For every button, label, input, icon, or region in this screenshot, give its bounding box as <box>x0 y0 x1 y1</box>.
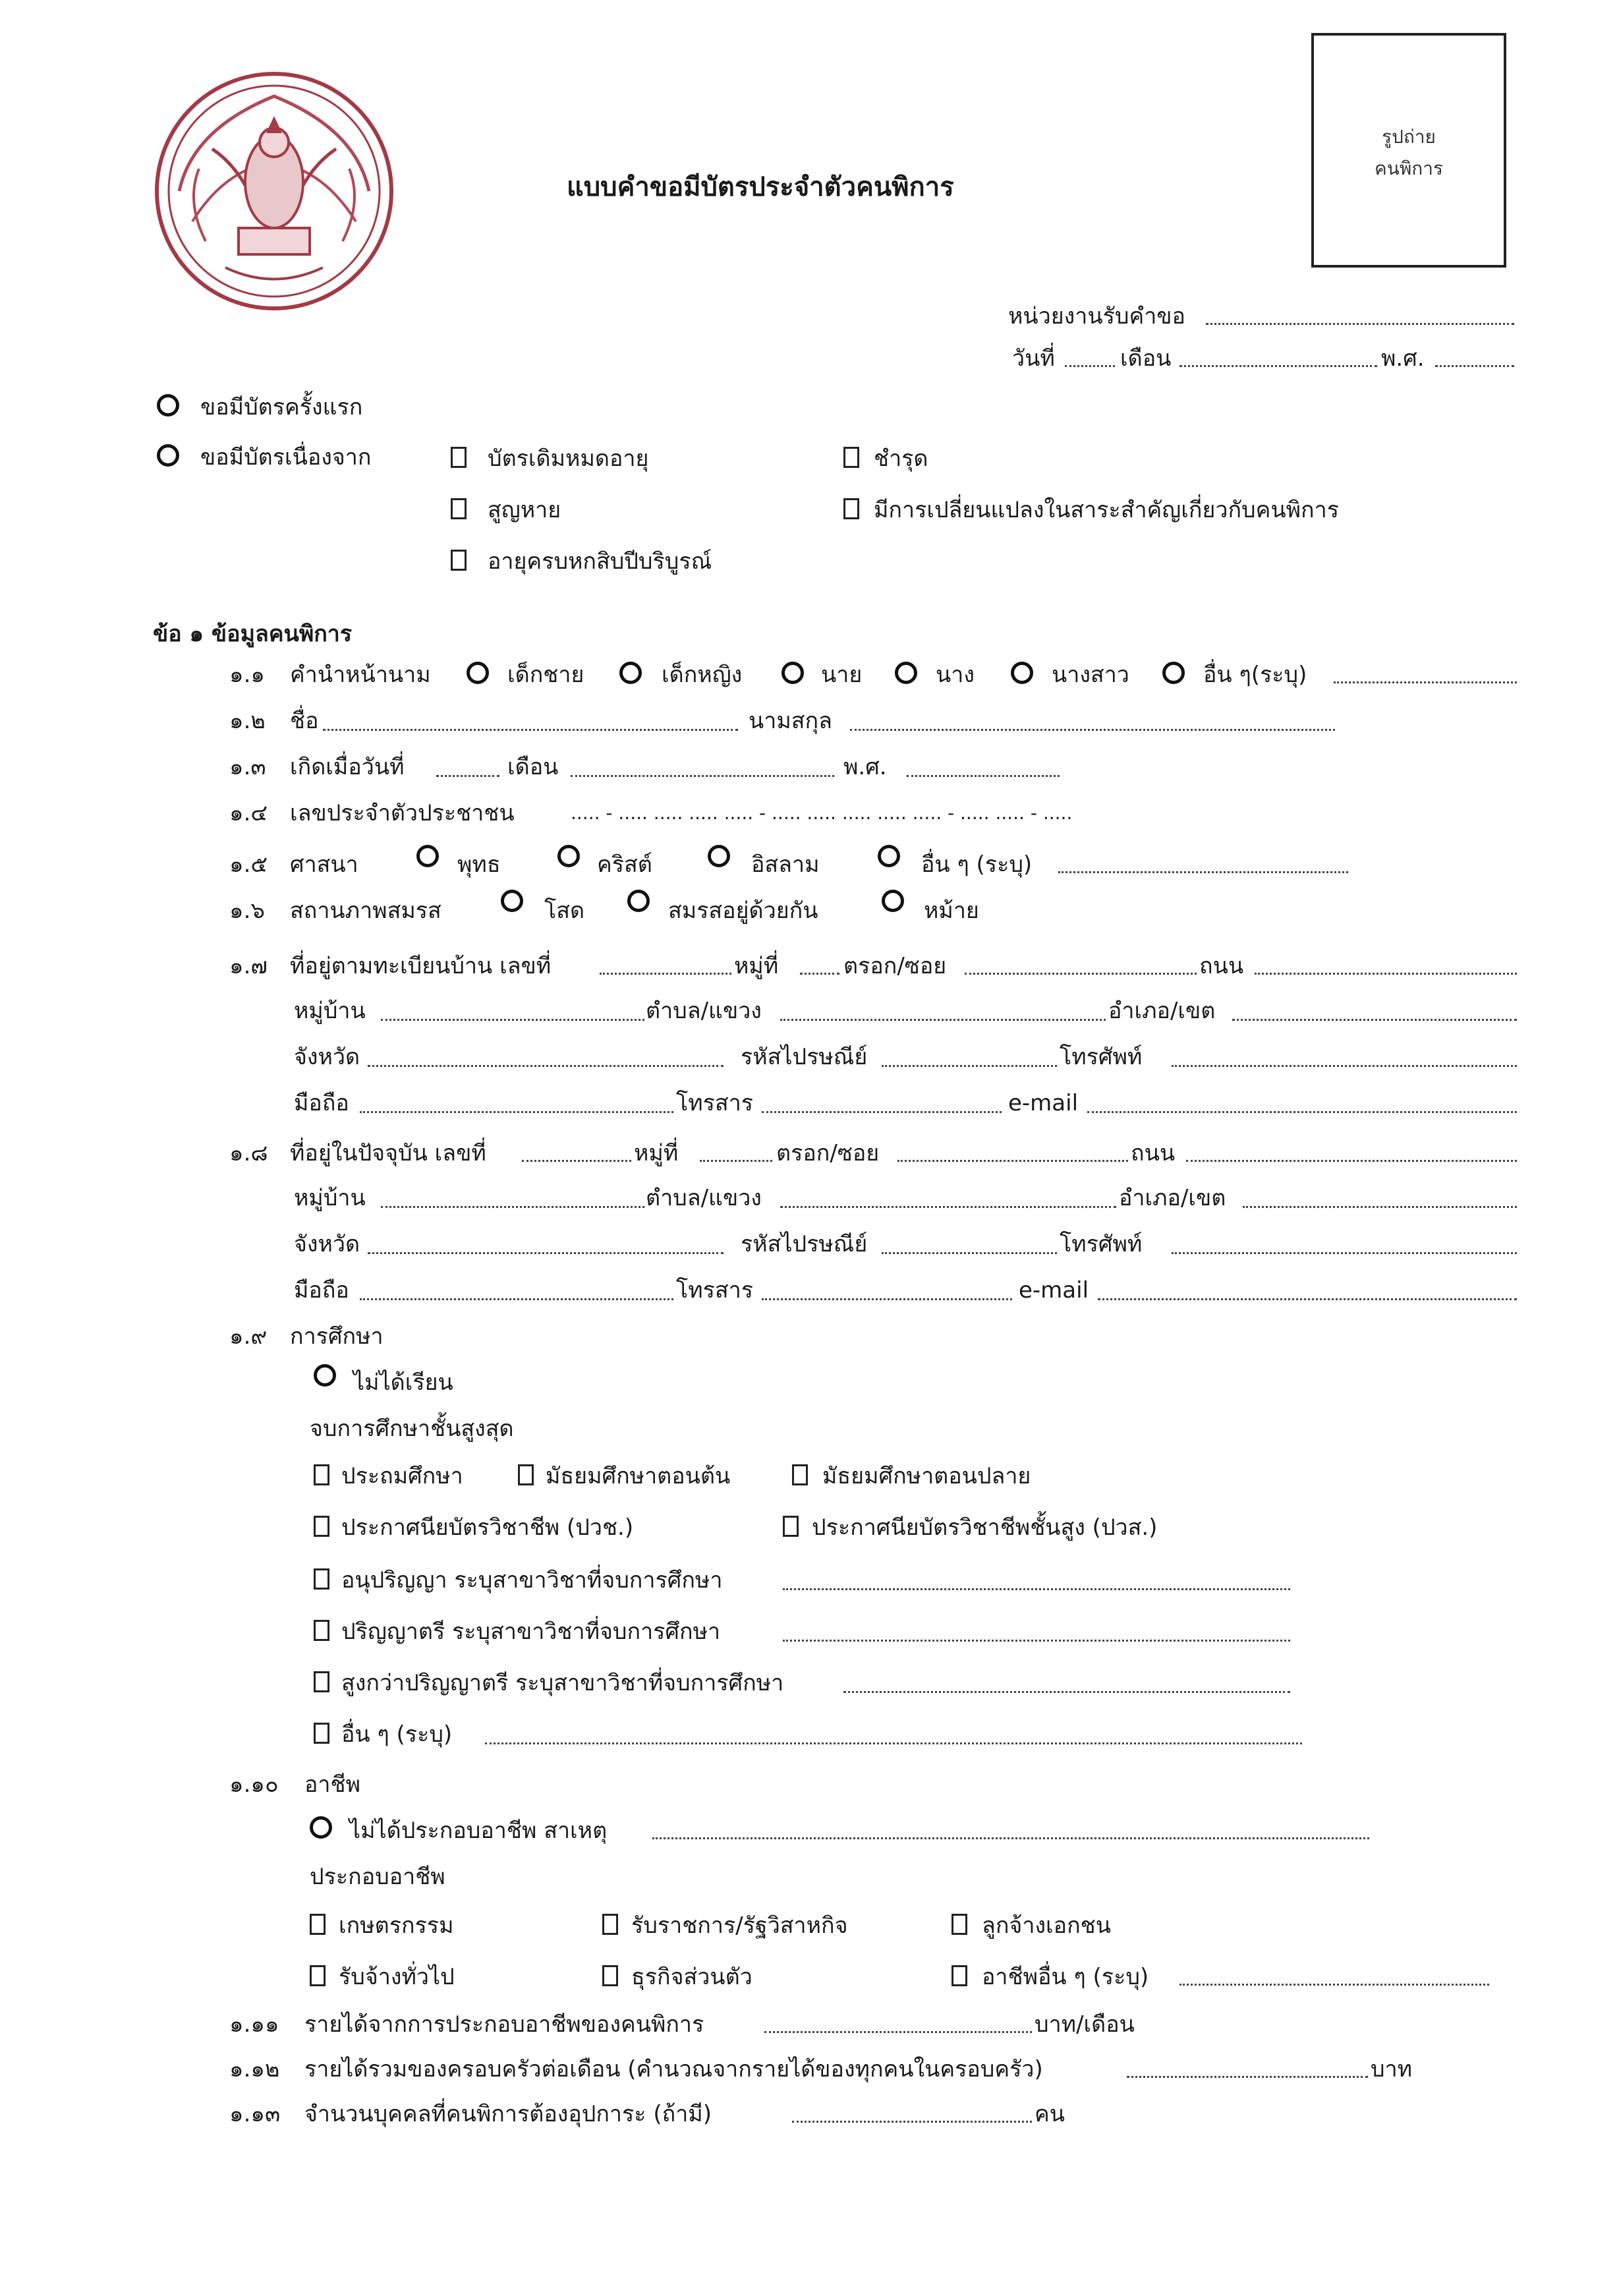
cur-postcode-field[interactable] <box>882 1252 1057 1254</box>
reg-soi-label: ตรอก/ซอย <box>843 953 947 979</box>
reg-moo-field[interactable] <box>800 973 839 975</box>
birth-month-label: เดือน <box>507 754 559 780</box>
prefix-mrs-label: นาง <box>936 662 975 688</box>
cur-email-field[interactable] <box>1098 1298 1517 1300</box>
occ-none-radio[interactable] <box>310 1816 332 1839</box>
edu-high-voc-cert-checkbox[interactable] <box>783 1516 799 1537</box>
reg-phone-field[interactable] <box>1172 1065 1517 1067</box>
religion-christian-radio[interactable] <box>557 845 580 867</box>
first-name-label: ชื่อ <box>290 708 319 734</box>
cur-subdistrict-field[interactable] <box>780 1206 1116 1208</box>
last-name-label: นามสกุล <box>749 708 832 734</box>
edu-none-radio[interactable] <box>314 1364 336 1387</box>
cur-road-label: ถนน <box>1131 1140 1176 1166</box>
renew-card-label: ขอมีบัตรเนื่องจาก <box>200 444 372 471</box>
cur-house-no-field[interactable] <box>522 1160 631 1162</box>
office-month-field[interactable] <box>1179 365 1377 367</box>
prefix-mr-radio[interactable] <box>781 662 804 684</box>
cur-province-label: จังหวัด <box>294 1231 360 1257</box>
edu-bachelor-checkbox[interactable] <box>314 1620 329 1641</box>
religion-other-field[interactable] <box>1058 871 1348 873</box>
item-1-6-number: ๑.๖ <box>229 898 265 924</box>
item-1-12-number: ๑.๑๒ <box>229 2056 280 2082</box>
income-field[interactable] <box>764 2031 1032 2033</box>
edu-bachelor-label: ปริญญาตรี ระบุสาขาวิชาที่จบการศึกษา <box>341 1619 721 1645</box>
reg-postcode-label: รหัสไปรษณีย์ <box>741 1044 868 1070</box>
marital-widowed-label: หม้าย <box>924 898 979 924</box>
reg-district-field[interactable] <box>1232 1019 1517 1021</box>
edu-upper-secondary-checkbox[interactable] <box>792 1464 808 1485</box>
occ-government-checkbox[interactable] <box>602 1914 618 1935</box>
office-day-field[interactable] <box>1065 365 1115 367</box>
reason-changed-label: มีการเปลี่ยนแปลงในสาระสำคัญเกี่ยวกับคนพิการ <box>874 497 1339 523</box>
reg-subdistrict-field[interactable] <box>780 1019 1106 1021</box>
prefix-other-radio[interactable] <box>1162 662 1185 684</box>
cur-phone-label: โทรศัพท์ <box>1060 1231 1143 1257</box>
item-1-13-number: ๑.๑๓ <box>229 2101 281 2127</box>
occ-government-label: รับราชการ/รัฐวิสาหกิจ <box>631 1912 848 1939</box>
prefix-mr-label: นาย <box>821 662 863 688</box>
birth-day-field[interactable] <box>436 775 499 777</box>
occ-other-checkbox[interactable] <box>952 1965 967 1986</box>
occ-general-labor-checkbox[interactable] <box>310 1965 326 1986</box>
edu-postgrad-checkbox[interactable] <box>314 1671 329 1692</box>
item-1-11-number: ๑.๑๑ <box>229 2011 279 2038</box>
first-card-label: ขอมีบัตรครั้งแรก <box>200 394 363 420</box>
dependents-unit: คน <box>1035 2101 1065 2127</box>
office-day-label: วันที่ <box>1012 345 1055 372</box>
item-1-10-number: ๑.๑๐ <box>229 1771 279 1798</box>
edu-bachelor-field[interactable] <box>783 1640 1290 1642</box>
reg-soi-field[interactable] <box>965 973 1197 975</box>
occ-own-business-checkbox[interactable] <box>602 1965 618 1986</box>
section1-heading: ข้อ ๑ ข้อมูลคนพิการ <box>153 621 353 647</box>
renew-card-radio[interactable] <box>157 444 179 467</box>
cur-email-label: e-mail <box>1019 1277 1089 1304</box>
reg-email-field[interactable] <box>1087 1111 1517 1113</box>
reg-road-label: ถนน <box>1199 953 1244 979</box>
edu-postgrad-field[interactable] <box>843 1691 1290 1693</box>
religion-other-radio[interactable] <box>878 845 900 867</box>
family-income-field[interactable] <box>1127 2076 1368 2078</box>
reg-mobile-label: มือถือ <box>294 1090 349 1116</box>
cur-soi-field[interactable] <box>897 1160 1128 1162</box>
item-1-4-number: ๑.๔ <box>229 800 268 826</box>
edu-other-checkbox[interactable] <box>314 1723 329 1744</box>
religion-islam-label: อิสลาม <box>751 851 820 878</box>
dependents-field[interactable] <box>792 2121 1032 2123</box>
form-title: แบบคำขอมีบัตรประจำตัวคนพิการ <box>567 172 954 202</box>
prefix-other-field[interactable] <box>1334 681 1517 683</box>
reason-lost-label: สูญหาย <box>488 497 561 523</box>
id-number-field[interactable]: ..... - ..... ..... ..... ..... - ..... ..... ..... ..... ..... - ..... ..... - ..... <box>571 802 1073 824</box>
birth-year-label: พ.ศ. <box>843 754 887 780</box>
reason-lost-checkbox[interactable] <box>451 498 467 519</box>
income-unit: บาท/เดือน <box>1035 2011 1135 2038</box>
cur-moo-label: หมู่ที่ <box>634 1140 679 1166</box>
family-income-label: รายได้รวมของครอบครัวต่อเดือน (คำนวณจากรายได้ของทุกคนในครอบครัว) <box>304 2056 1043 2082</box>
religion-christian-label: คริสต์ <box>597 851 652 878</box>
cur-soi-label: ตรอก/ซอย <box>776 1140 880 1166</box>
prefix-mrs-radio[interactable] <box>895 662 917 684</box>
cur-province-field[interactable] <box>368 1252 724 1254</box>
cur-mobile-field[interactable] <box>360 1298 673 1300</box>
edu-associate-checkbox[interactable] <box>314 1568 329 1590</box>
cur-village-field[interactable] <box>381 1206 644 1208</box>
reg-mobile-field[interactable] <box>360 1111 673 1113</box>
first-card-radio[interactable] <box>157 394 179 416</box>
reg-province-label: จังหวัด <box>294 1044 360 1070</box>
edu-highest-label: จบการศึกษาชั้นสูงสุด <box>310 1416 514 1442</box>
item-1-2-number: ๑.๒ <box>229 708 266 734</box>
edu-voc-cert-label: ประกาศนียบัตรวิชาชีพ (ปวช.) <box>341 1514 634 1541</box>
occ-other-field[interactable] <box>1179 1984 1489 1986</box>
last-name-field[interactable] <box>850 729 1335 731</box>
prefix-girl-radio[interactable] <box>619 662 642 684</box>
cur-moo-field[interactable] <box>700 1160 772 1162</box>
edu-primary-checkbox[interactable] <box>314 1464 329 1485</box>
cur-village-label: หมู่บ้าน <box>294 1185 366 1211</box>
photo-label-1: รูปถ่าย <box>1382 126 1436 148</box>
birth-year-field[interactable] <box>907 775 1060 777</box>
reason-changed-checkbox[interactable] <box>843 498 859 519</box>
item-1-7-number: ๑.๗ <box>229 953 268 979</box>
edu-lower-secondary-checkbox[interactable] <box>518 1464 534 1485</box>
prefix-girl-label: เด็กหญิง <box>662 662 743 688</box>
cur-mobile-label: มือถือ <box>294 1277 349 1304</box>
reg-fax-field[interactable] <box>762 1111 1002 1113</box>
occ-none-label: ไม่ได้ประกอบอาชีพ สาเหตุ <box>349 1818 608 1844</box>
reason-expired-checkbox[interactable] <box>451 447 467 468</box>
title-prefix-label: คำนำหน้านาม <box>290 662 431 688</box>
item-1-9-number: ๑.๙ <box>229 1323 268 1350</box>
reg-fax-label: โทรสาร <box>676 1090 754 1116</box>
item-1-5-number: ๑.๕ <box>229 851 268 878</box>
edu-associate-label: อนุปริญญา ระบุสาขาวิชาที่จบการศึกษา <box>341 1567 723 1593</box>
cur-phone-field[interactable] <box>1172 1252 1517 1254</box>
occ-private-employee-label: ลูกจ้างเอกชน <box>982 1912 1111 1939</box>
reason-expired-label: บัตรเดิมหมดอายุ <box>488 445 649 472</box>
occ-none-reason-field[interactable] <box>652 1837 1369 1839</box>
education-label: การศึกษา <box>290 1323 383 1350</box>
edu-lower-secondary-label: มัธยมศึกษาตอนต้น <box>546 1463 731 1489</box>
reg-house-no-field[interactable] <box>600 973 731 975</box>
photo-label-2: คนพิการ <box>1374 158 1444 179</box>
reason-age60-label: อายุครบหกสิบปีบริบูรณ์ <box>488 548 712 575</box>
prefix-boy-radio[interactable] <box>467 662 489 684</box>
cur-fax-field[interactable] <box>762 1298 1012 1300</box>
agency-label: หน่วยงานรับคำขอ <box>1008 303 1185 330</box>
income-label: รายได้จากการประกอบอาชีพของคนพิการ <box>304 2011 704 2038</box>
cur-fax-label: โทรสาร <box>676 1277 754 1304</box>
occ-agriculture-checkbox[interactable] <box>310 1914 326 1935</box>
reg-subdistrict-label: ตำบล/แขวง <box>646 998 762 1024</box>
photo-placeholder-box <box>1311 33 1506 268</box>
cur-subdistrict-label: ตำบล/แขวง <box>646 1185 762 1211</box>
prefix-other-label: อื่น ๆ(ระบุ) <box>1203 662 1307 688</box>
dependents-label: จำนวนบุคคลที่คนพิการต้องอุปการะ (ถ้ามี) <box>304 2101 712 2127</box>
edu-high-voc-cert-label: ประกาศนียบัตรวิชาชีพชั้นสูง (ปวส.) <box>812 1514 1158 1541</box>
religion-buddhist-radio[interactable] <box>416 845 439 867</box>
religion-label: ศาสนา <box>290 851 358 878</box>
reg-province-field[interactable] <box>368 1065 724 1067</box>
reg-road-field[interactable] <box>1255 973 1517 975</box>
government-seal-logo <box>153 70 395 312</box>
reason-damaged-checkbox[interactable] <box>843 447 859 468</box>
marital-widowed-radio[interactable] <box>882 890 904 912</box>
family-income-unit: บาท <box>1371 2056 1413 2082</box>
occupation-label: อาชีพ <box>304 1771 360 1798</box>
reg-phone-label: โทรศัพท์ <box>1060 1044 1143 1070</box>
id-number-label: เลขประจำตัวประชาชน <box>290 800 515 826</box>
occ-private-employee-checkbox[interactable] <box>952 1914 967 1935</box>
agency-field[interactable] <box>1206 323 1514 325</box>
first-name-field[interactable] <box>323 729 738 731</box>
cur-district-field[interactable] <box>1243 1206 1517 1208</box>
marital-married-label: สมรสอยู่ด้วยกัน <box>668 898 818 924</box>
edu-other-label: อื่น ๆ (ระบุ) <box>341 1721 453 1748</box>
occ-general-labor-label: รับจ้างทั่วไป <box>339 1964 455 1990</box>
reg-village-label: หมู่บ้าน <box>294 998 366 1024</box>
cur-address-label: ที่อยู่ในปัจจุบัน เลขที่ <box>290 1140 486 1166</box>
reg-postcode-field[interactable] <box>882 1065 1057 1067</box>
edu-associate-field[interactable] <box>783 1588 1290 1590</box>
edu-postgrad-label: สูงกว่าปริญญาตรี ระบุสาขาวิชาที่จบการศึกษา <box>341 1670 784 1696</box>
marital-married-radio[interactable] <box>627 890 650 912</box>
item-1-3-number: ๑.๓ <box>229 754 266 780</box>
occ-agriculture-label: เกษตรกรรม <box>339 1912 454 1939</box>
edu-none-label: ไม่ได้เรียน <box>353 1369 453 1396</box>
religion-other-label: อื่น ๆ (ระบุ) <box>921 851 1033 878</box>
reg-village-field[interactable] <box>381 1019 644 1021</box>
reason-age60-checkbox[interactable] <box>451 550 467 571</box>
item-1-1-number: ๑.๑ <box>229 662 265 688</box>
reason-damaged-label: ชำรุด <box>874 445 928 472</box>
edu-primary-label: ประถมศึกษา <box>341 1463 463 1489</box>
religion-buddhist-label: พุทธ <box>457 851 501 878</box>
reg-district-label: อำเภอ/เขต <box>1108 998 1216 1024</box>
birth-date-label: เกิดเมื่อวันที่ <box>290 754 405 780</box>
cur-postcode-label: รหัสไปรษณีย์ <box>741 1231 868 1257</box>
prefix-boy-label: เด็กชาย <box>507 662 584 688</box>
occ-other-label: อาชีพอื่น ๆ (ระบุ) <box>982 1964 1149 1990</box>
cur-district-label: อำเภอ/เขต <box>1119 1185 1226 1211</box>
prefix-miss-label: นางสาว <box>1052 662 1129 688</box>
reg-moo-label: หมู่ที่ <box>734 953 779 979</box>
office-month-label: เดือน <box>1120 345 1172 372</box>
religion-islam-radio[interactable] <box>708 845 730 867</box>
marital-single-label: โสด <box>544 898 585 924</box>
marital-single-radio[interactable] <box>501 890 523 912</box>
item-1-8-number: ๑.๘ <box>229 1140 268 1166</box>
office-year-label: พ.ศ. <box>1381 345 1425 372</box>
cur-road-field[interactable] <box>1186 1160 1517 1162</box>
occ-own-business-label: ธุรกิจส่วนตัว <box>631 1964 753 1990</box>
occ-has-label: ประกอบอาชีพ <box>310 1864 445 1890</box>
edu-upper-secondary-label: มัธยมศึกษาตอนปลาย <box>822 1463 1031 1489</box>
edu-other-field[interactable] <box>485 1742 1302 1744</box>
reg-address-label: ที่อยู่ตามทะเบียนบ้าน เลขที่ <box>290 953 552 979</box>
office-year-field[interactable] <box>1435 365 1514 367</box>
birth-month-field[interactable] <box>571 775 834 777</box>
marital-status-label: สถานภาพสมรส <box>290 898 441 924</box>
reg-email-label: e-mail <box>1008 1090 1079 1116</box>
prefix-miss-radio[interactable] <box>1011 662 1033 684</box>
edu-voc-cert-checkbox[interactable] <box>314 1516 329 1537</box>
